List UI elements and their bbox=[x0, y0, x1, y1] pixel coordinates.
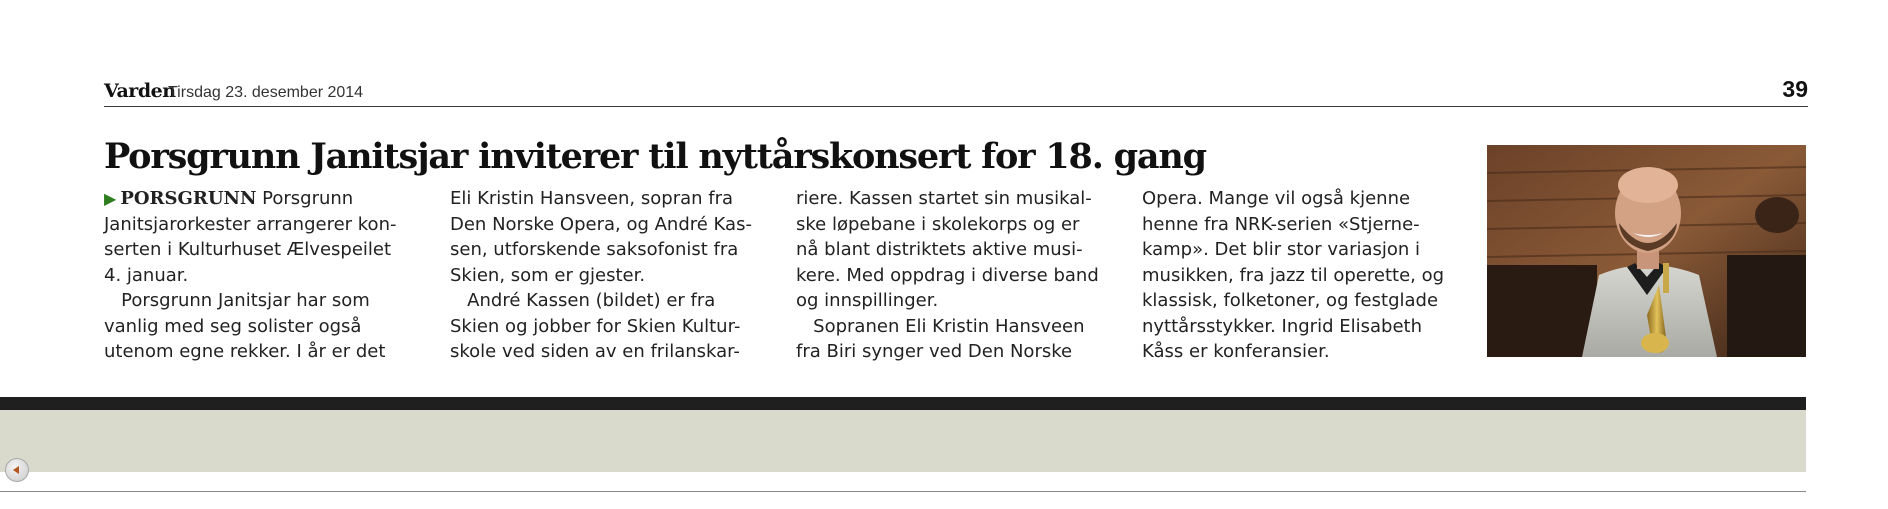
dateline: PORSGRUNN bbox=[120, 188, 257, 209]
masthead-logo: Varden bbox=[104, 80, 176, 102]
column-text: Porsgrunn Janitsjarorkester arrangerer kon- serten i Kulturhuset Ælvespeilet 4. januar. Porsgrunn Janitsjar har som vanlig med seg solister også utenom egne rekker. I år er det bbox=[104, 188, 397, 362]
triangle-right-icon: ▶ bbox=[104, 189, 117, 208]
article-column-2 bbox=[450, 186, 775, 365]
article-headline: Porsgrunn Janitsjar inviterer til nyttårskonsert for 18. gang bbox=[104, 136, 1206, 177]
column-text: Opera. Mange vil også kjenne henne fra NRK-serien «Stjerne- kamp». Det blir stor variasjon i musikken, fra jazz til operette, og klassisk, folketoner, og festglade nyttårsstykker. Ingrid Elisabeth Kåss er konferansier. bbox=[1142, 188, 1445, 362]
previous-page-button[interactable] bbox=[5, 458, 29, 482]
page-number: 39 bbox=[1782, 76, 1808, 102]
grey-band bbox=[0, 410, 1806, 472]
column-text: riere. Kassen startet sin musikal- ske løpebane i skolekorps og er nå blant distriktets aktive musi- kere. Med oppdrag i diverse band og innspillinger. Sopranen Eli Kristin Hansveen fra Biri synger ved Den Norske bbox=[796, 188, 1099, 362]
page-header bbox=[104, 76, 1808, 107]
article-column-1 bbox=[104, 186, 429, 365]
issue-date: Tirsdag 23. desember 2014 bbox=[168, 84, 364, 101]
article-column-3 bbox=[796, 186, 1121, 365]
article-photo bbox=[1487, 145, 1806, 357]
bottom-rule bbox=[0, 491, 1806, 492]
article-column-4 bbox=[1142, 186, 1467, 365]
chevron-left-icon bbox=[13, 466, 19, 474]
column-text: Eli Kristin Hansveen, sopran fra Den Norske Opera, og André Kas- sen, utforskende saksofonist fra Skien, som er gjester. André Kassen (bildet) er fra Skien og jobber for Skien Kultur- skole ved siden av en frilanskar- bbox=[450, 188, 752, 362]
divider-bar bbox=[0, 397, 1806, 410]
